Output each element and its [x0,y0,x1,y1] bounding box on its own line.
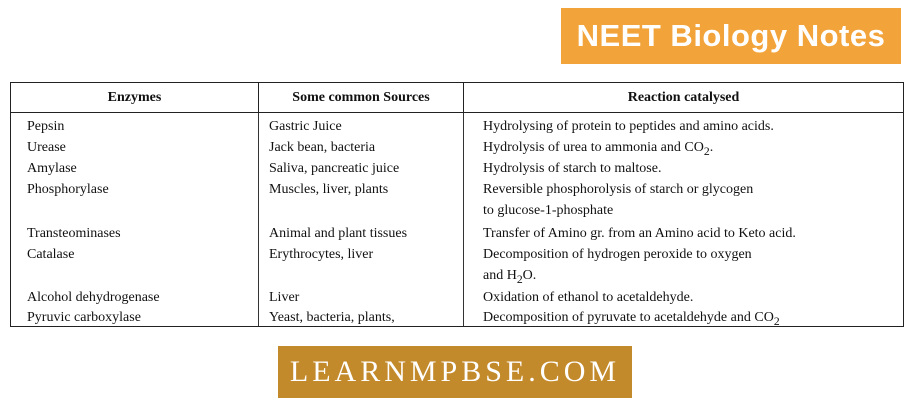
row-transteominases-enzyme: Transteominases [27,226,121,241]
row-phosphorylase-enzyme: Phosphorylase [27,182,109,197]
row-amylase-reaction: Hydrolysis of starch to maltose. [483,161,662,176]
header-enzymes: Enzymes [107,90,162,105]
row-urease-enzyme: Urease [27,140,66,155]
subscript: 2 [703,144,710,158]
subscript: 2 [773,314,780,328]
row-pyruvic-carboxylase-source: Yeast, bacteria, plants, [269,310,395,325]
column-divider-2 [463,113,464,326]
reaction-text: Hydrolysis of urea to ammonia and CO [483,140,704,155]
row-catalase-source: Erythrocytes, liver [269,247,374,262]
row-alcohol-dehydrogenase-reaction: Oxidation of ethanol to acetaldehyde. [483,290,694,305]
row-urease-source: Jack bean, bacteria [269,140,376,155]
row-pepsin-reaction: Hydrolysing of protein to peptides and amino acids. [483,119,774,134]
row-amylase-enzyme: Amylase [27,161,77,176]
reaction-tail: O. [522,268,537,283]
row-pyruvic-carboxylase-reaction [483,307,855,332]
row-phosphorylase-reaction: Reversible phosphorolysis of starch or glycogen [483,182,754,197]
row-phosphorylase-reaction-cont: to glucose-1-phosphate [483,203,614,218]
column-divider-1 [258,113,259,326]
table-body [11,113,903,326]
header-reaction: Reaction catalysed [627,90,740,105]
row-alcohol-dehydrogenase-source: Liver [269,290,300,305]
row-phosphorylase-source: Muscles, liver, plants [269,182,389,197]
site-brand-badge: NEET Biology Notes [561,8,901,64]
row-transteominases-reaction: Transfer of Amino gr. from an Amino acid to Keto acid. [483,226,796,241]
row-alcohol-dehydrogenase-enzyme: Alcohol dehydrogenase [27,290,160,305]
reaction-text: and H [483,268,517,283]
reaction-tail: . [709,140,714,155]
enzymes-table [10,82,904,327]
row-catalase-enzyme: Catalase [27,247,75,262]
row-pyruvic-carboxylase-enzyme: Pyruvic carboxylase [27,310,141,325]
row-pepsin-source: Gastric Juice [269,119,342,134]
table-header-row [11,83,903,113]
reaction-text: Decomposition of pyruvate to acetaldehyde and CO [483,310,774,325]
row-pepsin-enzyme: Pepsin [27,119,65,134]
row-amylase-source: Saliva, pancreatic juice [269,161,400,176]
header-sources: Some common Sources [292,90,430,105]
footer-watermark-badge: LEARNMPBSE.COM [278,346,632,398]
subscript: 2 [516,272,523,286]
row-catalase-reaction: Decomposition of hydrogen peroxide to oxygen [483,247,752,262]
row-transteominases-source: Animal and plant tissues [269,226,408,241]
